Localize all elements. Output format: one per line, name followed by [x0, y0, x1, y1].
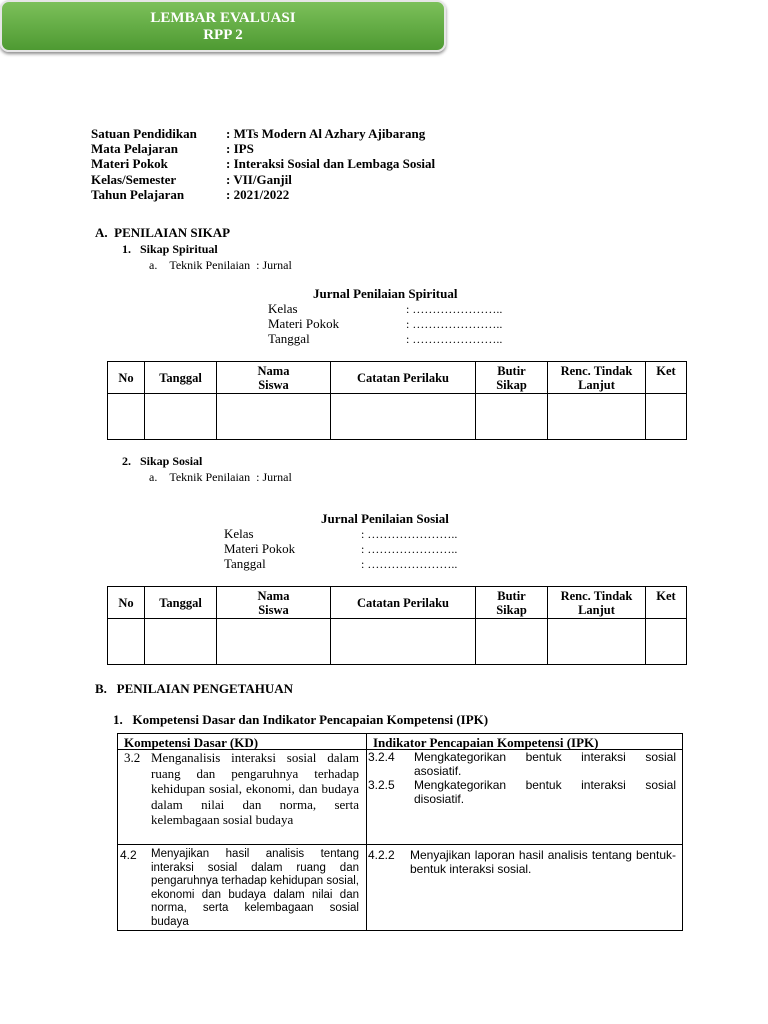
table-cell — [108, 394, 145, 440]
journal-field-label: Tanggal — [268, 331, 310, 346]
col-nama-line1: Nama — [257, 588, 290, 603]
col-ket: Ket — [646, 362, 687, 394]
col-tanggal: Tanggal — [145, 362, 217, 394]
ipk-text: Menyajikan laporan hasil analisis tentang bentuk-bentuk interaksi sosial. — [410, 848, 676, 876]
ipk-number: 3.2.4 — [368, 750, 395, 764]
table-cell — [548, 394, 646, 440]
table-cell — [548, 619, 646, 665]
journal-field-label: Tanggal — [224, 556, 266, 571]
col-ket: Ket — [646, 587, 687, 619]
table-cell — [331, 619, 476, 665]
col-nama-line2: Siswa — [258, 602, 289, 617]
col-no: No — [108, 587, 145, 619]
table-cell — [145, 619, 217, 665]
info-value: : Interaksi Sosial dan Lembaga Sosial — [226, 156, 436, 171]
table-cell — [476, 394, 548, 440]
journal-field-value: : ………………….. — [361, 557, 458, 571]
col-butir-line1: Butir — [497, 588, 526, 603]
info-label: Mata Pelajaran — [91, 141, 179, 156]
journal-field-label: Kelas — [268, 301, 298, 316]
col-butir — [476, 587, 548, 619]
sosial-heading: 2. Sikap Sosial — [122, 454, 203, 468]
table-cell — [331, 394, 476, 440]
col-catatan: Catatan Perilaku — [331, 362, 476, 394]
info-label: Kelas/Semester — [91, 172, 177, 187]
table-row — [108, 394, 687, 440]
col-nama-line2: Siswa — [258, 377, 289, 392]
col-butir-line2: Sikap — [496, 377, 527, 392]
table-cell — [646, 619, 687, 665]
kd-text: Menganalisis interaksi sosial dalam ruang dan pengaruhnya terhadap kehidupan sosial, ekonomi, dan budaya dalam nilai dan norma, serta kelembagaan sosial budaya — [151, 750, 359, 827]
col-renc-line1: Renc. Tindak — [560, 363, 633, 378]
column-divider — [366, 734, 367, 930]
info-label: Tahun Pelajaran — [91, 187, 185, 202]
col-catatan: Catatan Perilaku — [331, 587, 476, 619]
info-value: : IPS — [226, 141, 254, 156]
ipk-text: Mengkategorikan bentuk interaksi sosial disosiatif. — [414, 778, 676, 806]
journal-title-spiritual: Jurnal Penilaian Spiritual — [313, 286, 458, 301]
title-banner — [0, 0, 446, 52]
kd-number: 3.2 — [124, 750, 141, 765]
info-value: : MTs Modern Al Azhary Ajibarang — [226, 126, 426, 141]
section-a-title: A. PENILAIAN SIKAP — [95, 225, 231, 240]
info-value: : 2021/2022 — [226, 187, 290, 202]
info-value: : VII/Ganjil — [226, 172, 292, 187]
journal-field-value: : ………………….. — [406, 332, 503, 346]
table-cell — [217, 619, 331, 665]
journal-table-spiritual — [107, 361, 687, 440]
ipk-number: 3.2.5 — [368, 778, 395, 792]
col-nama — [217, 587, 331, 619]
spiritual-heading: 1. Sikap Spiritual — [122, 242, 218, 256]
table-cell — [646, 394, 687, 440]
kd-text: Menyajikan hasil analisis tentang interaksi sosial dalam ruang dan pengaruhnya terhadap kehidupan sosial, ekonomi dan budaya dalam nilai dan norma, serta kelembagaan sosial budaya — [151, 848, 359, 928]
col-renc-line2: Lanjut — [578, 602, 615, 617]
info-label: Materi Pokok — [91, 156, 168, 171]
col-nama — [217, 362, 331, 394]
banner-title: LEMBAR EVALUASI — [150, 10, 296, 26]
table-cell — [476, 619, 548, 665]
col-butir-line2: Sikap — [496, 602, 527, 617]
journal-field-label: Materi Pokok — [268, 316, 340, 331]
table-cell — [145, 394, 217, 440]
ipk-text: Mengkategorikan bentuk interaksi sosial asosiatif. — [414, 750, 676, 778]
journal-field-value: : ………………….. — [361, 542, 458, 556]
col-renc-line1: Renc. Tindak — [560, 588, 633, 603]
col-no: No — [108, 362, 145, 394]
banner-subtitle: RPP 2 — [203, 27, 243, 43]
journal-field-value: : ………………….. — [361, 527, 458, 541]
sosial-teknik: a. Teknik Penilaian : Jurnal — [149, 470, 292, 484]
col-butir-line1: Butir — [497, 363, 526, 378]
col-nama-line1: Nama — [257, 363, 290, 378]
table-row — [108, 619, 687, 665]
table-cell — [217, 394, 331, 440]
info-label: Satuan Pendidikan — [91, 126, 197, 141]
journal-field-value: : ………………….. — [406, 317, 503, 331]
col-renc — [548, 587, 646, 619]
col-renc-line2: Lanjut — [578, 377, 615, 392]
row-divider — [118, 844, 682, 845]
section-b-title: B. PENILAIAN PENGETAHUAN — [95, 681, 294, 696]
kd-header: Kompetensi Dasar (KD) — [124, 735, 259, 750]
journal-field-value: : ………………….. — [406, 302, 503, 316]
journal-table-sosial — [107, 586, 687, 665]
journal-title-sosial: Jurnal Penilaian Sosial — [321, 511, 449, 526]
col-tanggal: Tanggal — [145, 587, 217, 619]
ipk-number: 4.2.2 — [368, 848, 395, 862]
table-cell — [108, 619, 145, 665]
col-butir — [476, 362, 548, 394]
ipk-header: Indikator Pencapaian Kompetensi (IPK) — [373, 735, 599, 750]
kd-ipk-table — [117, 733, 683, 931]
kd-number: 4.2 — [120, 848, 137, 862]
journal-field-label: Materi Pokok — [224, 541, 296, 556]
spiritual-teknik: a. Teknik Penilaian : Jurnal — [149, 258, 292, 272]
col-renc — [548, 362, 646, 394]
journal-field-label: Kelas — [224, 526, 254, 541]
section-b-item1: 1. Kompetensi Dasar dan Indikator Pencapaian Kompetensi (IPK) — [113, 712, 489, 727]
